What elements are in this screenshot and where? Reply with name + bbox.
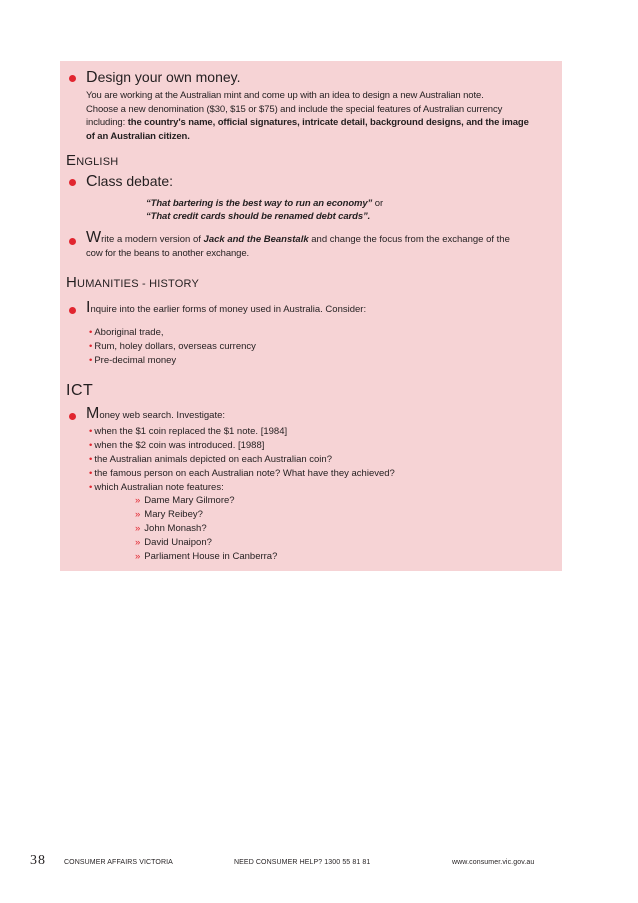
design-line-4: of an Australian citizen. bbox=[86, 131, 190, 142]
page-number: 38 bbox=[30, 853, 46, 868]
english-heading: ENGLISH bbox=[66, 152, 119, 169]
humanities-bullet: • Aboriginal trade, bbox=[89, 327, 164, 338]
footer-help: NEED CONSUMER HELP? 1300 55 81 81 bbox=[234, 859, 371, 866]
red-dot-bullet-icon bbox=[69, 238, 76, 245]
note-feature-item: » Parliament House in Canberra? bbox=[135, 551, 278, 562]
design-line-3: including: the country's name, official signatures, intricate detail, background designs, and the image bbox=[86, 117, 529, 128]
debate-quote-1: “That bartering is the best way to run an economy” or bbox=[146, 198, 384, 209]
debate-quote-2: “That credit cards should be renamed debt cards”. bbox=[146, 211, 371, 222]
red-dot-bullet-icon bbox=[69, 413, 76, 420]
web-search-line: Money web search. Investigate: bbox=[86, 405, 226, 422]
red-dot-bullet-icon bbox=[69, 179, 76, 186]
ict-bullet: • when the $2 coin was introduced. [1988] bbox=[89, 440, 265, 451]
footer-url[interactable]: www.consumer.vic.gov.au bbox=[452, 859, 535, 866]
ict-bullet: • which Australian note features: bbox=[89, 482, 224, 493]
humanities-heading: HUMANITIES - HISTORY bbox=[66, 274, 200, 291]
design-line-1: You are working at the Australian mint and come up with an idea to design a new Australian note. bbox=[86, 90, 484, 101]
humanities-bullet: • Rum, holey dollars, overseas currency bbox=[89, 341, 256, 352]
design-heading: Design your own money. bbox=[86, 69, 241, 86]
ict-bullet: • the Australian animals depicted on each Australian coin? bbox=[89, 454, 332, 465]
modern-version-line-2: cow for the beans to another exchange. bbox=[86, 248, 250, 259]
note-feature-item: » Mary Reibey? bbox=[135, 509, 203, 520]
ict-bullet: • the famous person on each Australian note? What have they achieved? bbox=[89, 468, 395, 479]
ict-bullet: • when the $1 coin replaced the $1 note. [1984] bbox=[89, 426, 288, 437]
modern-version-line-1: Write a modern version of Jack and the Beanstalk and change the focus from the exchange of the bbox=[86, 229, 510, 246]
red-dot-bullet-icon bbox=[69, 75, 76, 82]
ict-heading: ICT bbox=[66, 382, 94, 399]
note-feature-item: » John Monash? bbox=[135, 523, 207, 534]
class-debate-heading: Class debate: bbox=[86, 173, 174, 190]
red-dot-bullet-icon bbox=[69, 307, 76, 314]
humanities-bullet: • Pre-decimal money bbox=[89, 355, 177, 366]
inquire-line: Inquire into the earlier forms of money used in Australia. Consider: bbox=[86, 299, 367, 316]
note-feature-item: » Dame Mary Gilmore? bbox=[135, 495, 235, 506]
design-line-2: Choose a new denomination ($30, $15 or $75) and include the special features of Australian currency bbox=[86, 104, 503, 115]
footer-org: CONSUMER AFFAIRS VICTORIA bbox=[64, 859, 173, 866]
note-feature-item: » David Unaipon? bbox=[135, 537, 212, 548]
